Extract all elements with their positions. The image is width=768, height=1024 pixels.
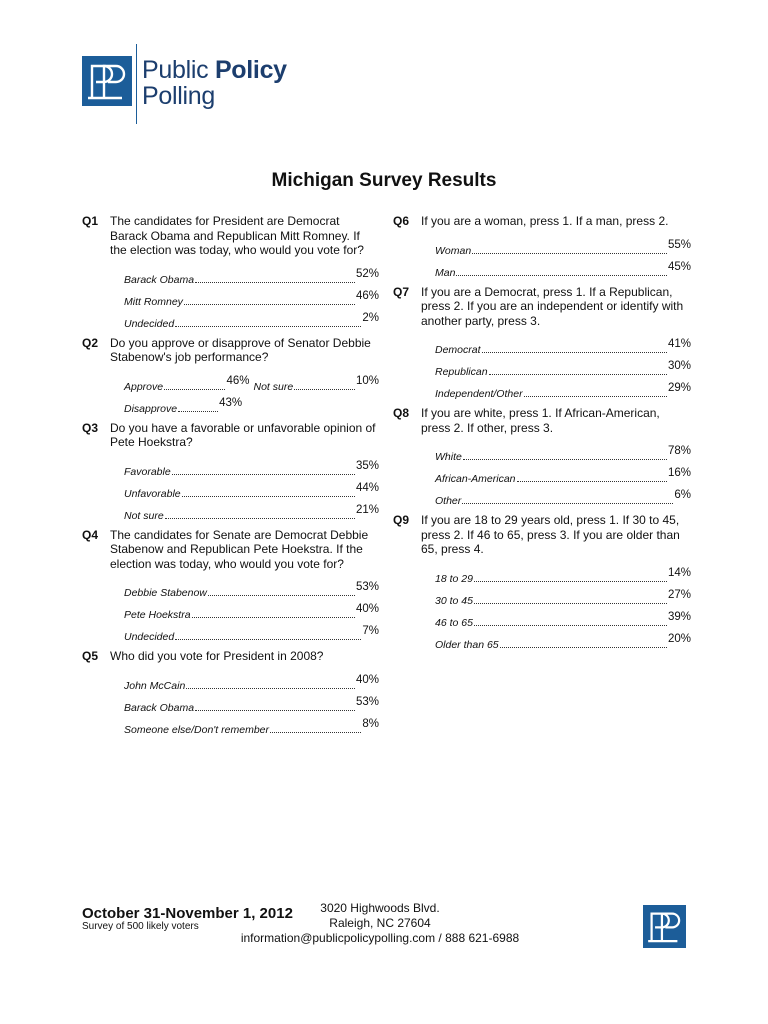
answer-value: 7%	[362, 625, 379, 637]
question	[393, 214, 691, 229]
dot-leader	[164, 389, 225, 390]
answer-label: Man	[435, 266, 456, 279]
question-number: Q5	[82, 649, 99, 663]
answer-value: 40%	[355, 673, 379, 686]
answer-row	[124, 393, 379, 415]
page-title: Michigan Survey Results	[271, 170, 497, 191]
answer-label: Debbie Stabenow	[124, 587, 207, 599]
answer-row	[435, 378, 691, 400]
question-number: Q8	[393, 406, 410, 420]
question-text: The candidates for President are Democrat Barack Obama and Republican Mitt Romney. If the election was today, who would you vote for?	[110, 214, 364, 257]
answer-row	[124, 621, 379, 643]
dot-leader	[195, 710, 355, 711]
answer-label: Barack Obama	[124, 701, 195, 714]
answer-label: Not sure	[253, 380, 294, 393]
answer-row	[124, 599, 379, 621]
dot-leader	[474, 603, 667, 604]
answer-value: 45%	[667, 260, 691, 273]
answer-pair-row	[124, 371, 379, 393]
question	[82, 528, 379, 572]
answer-value: 2%	[362, 311, 379, 324]
dot-leader	[175, 326, 361, 327]
answer-value: 16%	[667, 467, 691, 479]
dot-leader	[294, 389, 355, 390]
answer-row	[435, 257, 691, 279]
brand-line1-bold: Policy	[214, 56, 287, 84]
dot-leader	[524, 396, 667, 397]
question-number: Q2	[82, 335, 99, 350]
question-number: Q6	[393, 214, 410, 228]
dot-leader	[270, 732, 361, 733]
answer-row	[435, 585, 691, 607]
dot-leader	[474, 581, 667, 582]
answer-row	[124, 714, 379, 736]
dot-leader	[482, 352, 667, 353]
answer-label: Other	[435, 495, 462, 507]
answer-cell	[124, 374, 250, 393]
question-text: Do you approve or disapprove of Senator Debbie Stabenow's job performance?	[110, 335, 371, 364]
dot-leader	[462, 503, 673, 504]
answer-row	[124, 478, 379, 500]
answer-row	[435, 334, 691, 356]
answer-row	[435, 441, 691, 463]
answer-row	[124, 692, 379, 714]
answer-label: Undecided	[124, 631, 175, 643]
address-line-1: 3020 Highwoods Blvd.	[320, 901, 440, 915]
dot-leader	[500, 647, 667, 648]
answer-row	[124, 308, 379, 330]
question	[393, 285, 691, 329]
answer-row	[124, 500, 379, 522]
answer-value: 6%	[674, 489, 691, 501]
brand-line1-regular: Public	[142, 56, 215, 84]
answer-row	[435, 563, 691, 585]
right-column	[393, 214, 691, 657]
answer-label: Approve	[124, 380, 164, 393]
dot-leader	[184, 304, 355, 305]
question-number: Q3	[82, 420, 99, 435]
answer-cell	[253, 374, 380, 393]
answer-value: 41%	[667, 338, 691, 350]
answer-value: 53%	[355, 695, 379, 708]
answer-value: 29%	[667, 382, 691, 394]
answer-row	[435, 235, 691, 257]
dot-leader	[517, 481, 667, 482]
answer-row	[124, 264, 379, 286]
question	[82, 336, 379, 365]
dot-leader	[472, 253, 667, 254]
brand-name	[142, 57, 287, 109]
answer-row	[435, 485, 691, 507]
answer-label: John McCain	[124, 679, 186, 692]
question-number: Q1	[82, 214, 99, 228]
question	[82, 421, 379, 450]
question	[393, 406, 691, 435]
answer-value: 46%	[226, 374, 250, 387]
answer-value: 78%	[667, 445, 691, 457]
answer-label: 46 to 65	[435, 616, 473, 629]
answer-label: Disapprove	[124, 402, 178, 415]
answer-label: Barack Obama	[124, 273, 195, 286]
answer-value: 8%	[362, 717, 379, 730]
address-line-2: Raleigh, NC 27604	[329, 916, 431, 930]
answer-label: Independent/Other	[435, 388, 523, 400]
dot-leader	[175, 639, 361, 640]
question-text: If you are 18 to 29 years old, press 1. If 30 to 45, press 2. If 46 to 65, press 3. If you are older than 65, press 4.	[421, 513, 680, 556]
question-text: Do you have a favorable or unfavorable opinion of Pete Hoekstra?	[110, 420, 376, 449]
question	[82, 214, 379, 258]
ppp-footer-logo-icon	[643, 905, 686, 948]
question-text: If you are white, press 1. If African-American, press 2. If other, press 3.	[421, 406, 660, 435]
answer-value: 53%	[355, 581, 379, 593]
answer-value: 39%	[667, 610, 691, 623]
answer-label: Older than 65	[435, 638, 499, 651]
dot-leader	[178, 411, 218, 412]
logo-divider	[136, 44, 137, 124]
answer-label: African-American	[435, 473, 516, 485]
dot-leader	[456, 275, 667, 276]
answer-label: Pete Hoekstra	[124, 609, 191, 621]
answer-row	[435, 629, 691, 651]
dot-leader	[172, 474, 355, 475]
answer-label: 30 to 45	[435, 594, 473, 607]
question-number: Q7	[393, 284, 410, 299]
answer-row	[124, 577, 379, 599]
spacer	[82, 736, 379, 742]
answer-row	[435, 463, 691, 485]
ppp-logo-icon	[82, 56, 132, 106]
answer-row	[124, 286, 379, 308]
dot-leader	[165, 518, 355, 519]
survey-date: October 31-November 1, 2012	[82, 905, 293, 922]
question	[393, 513, 691, 557]
answer-row	[124, 456, 379, 478]
answer-value: 43%	[219, 396, 243, 409]
answer-label: Woman	[435, 244, 472, 257]
dot-leader	[182, 496, 355, 497]
contact-line: information@publicpolicypolling.com / 888 621-6988	[240, 931, 520, 945]
answer-value: 14%	[667, 566, 691, 579]
answer-value: 10%	[355, 374, 379, 387]
dot-leader	[489, 374, 667, 375]
answer-value: 55%	[667, 238, 691, 251]
answer-label: Republican	[435, 366, 488, 378]
answer-label: 18 to 29	[435, 572, 473, 585]
answer-row	[435, 607, 691, 629]
dot-leader	[208, 595, 355, 596]
spacer	[393, 651, 691, 657]
dot-leader	[195, 282, 355, 283]
answer-label: Unfavorable	[124, 487, 181, 500]
question-number: Q9	[393, 513, 410, 527]
question	[82, 649, 379, 664]
answer-label: Democrat	[435, 344, 481, 356]
answer-label: Mitt Romney	[124, 295, 183, 308]
answer-label: White	[435, 451, 462, 463]
left-column	[82, 214, 379, 742]
answer-value: 27%	[667, 588, 691, 601]
answer-value: 35%	[355, 459, 379, 472]
question-number: Q4	[82, 527, 99, 542]
answer-label: Someone else/Don't remember	[124, 723, 269, 736]
contact-address	[230, 901, 530, 946]
answer-value: 44%	[355, 481, 379, 494]
answer-value: 40%	[355, 603, 379, 615]
dot-leader	[192, 617, 355, 618]
answer-label: Favorable	[124, 465, 171, 478]
answer-row	[435, 356, 691, 378]
answer-value: 30%	[667, 360, 691, 372]
answer-value: 52%	[355, 267, 379, 280]
question-text: If you are a woman, press 1. If a man, press 2.	[421, 214, 669, 228]
brand-line2: Polling	[142, 82, 215, 110]
question-text: The candidates for Senate are Democrat Debbie Stabenow and Republican Pete Hoekstra. If the election was today, who would you vote for?	[110, 527, 369, 571]
answer-value: 21%	[355, 503, 379, 516]
question-text: Who did you vote for President in 2008?	[110, 649, 324, 663]
dot-leader	[463, 459, 667, 460]
survey-sample: Survey of 500 likely voters	[82, 921, 199, 932]
answer-value: 46%	[355, 289, 379, 302]
dot-leader	[186, 688, 355, 689]
answer-label: Not sure	[124, 509, 164, 522]
question-text: If you are a Democrat, press 1. If a Republican, press 2. If you are an independent or identify with another party, press 3.	[421, 284, 684, 328]
answer-label: Undecided	[124, 317, 175, 330]
answer-row	[124, 670, 379, 692]
answer-value: 20%	[667, 632, 691, 645]
dot-leader	[474, 625, 667, 626]
